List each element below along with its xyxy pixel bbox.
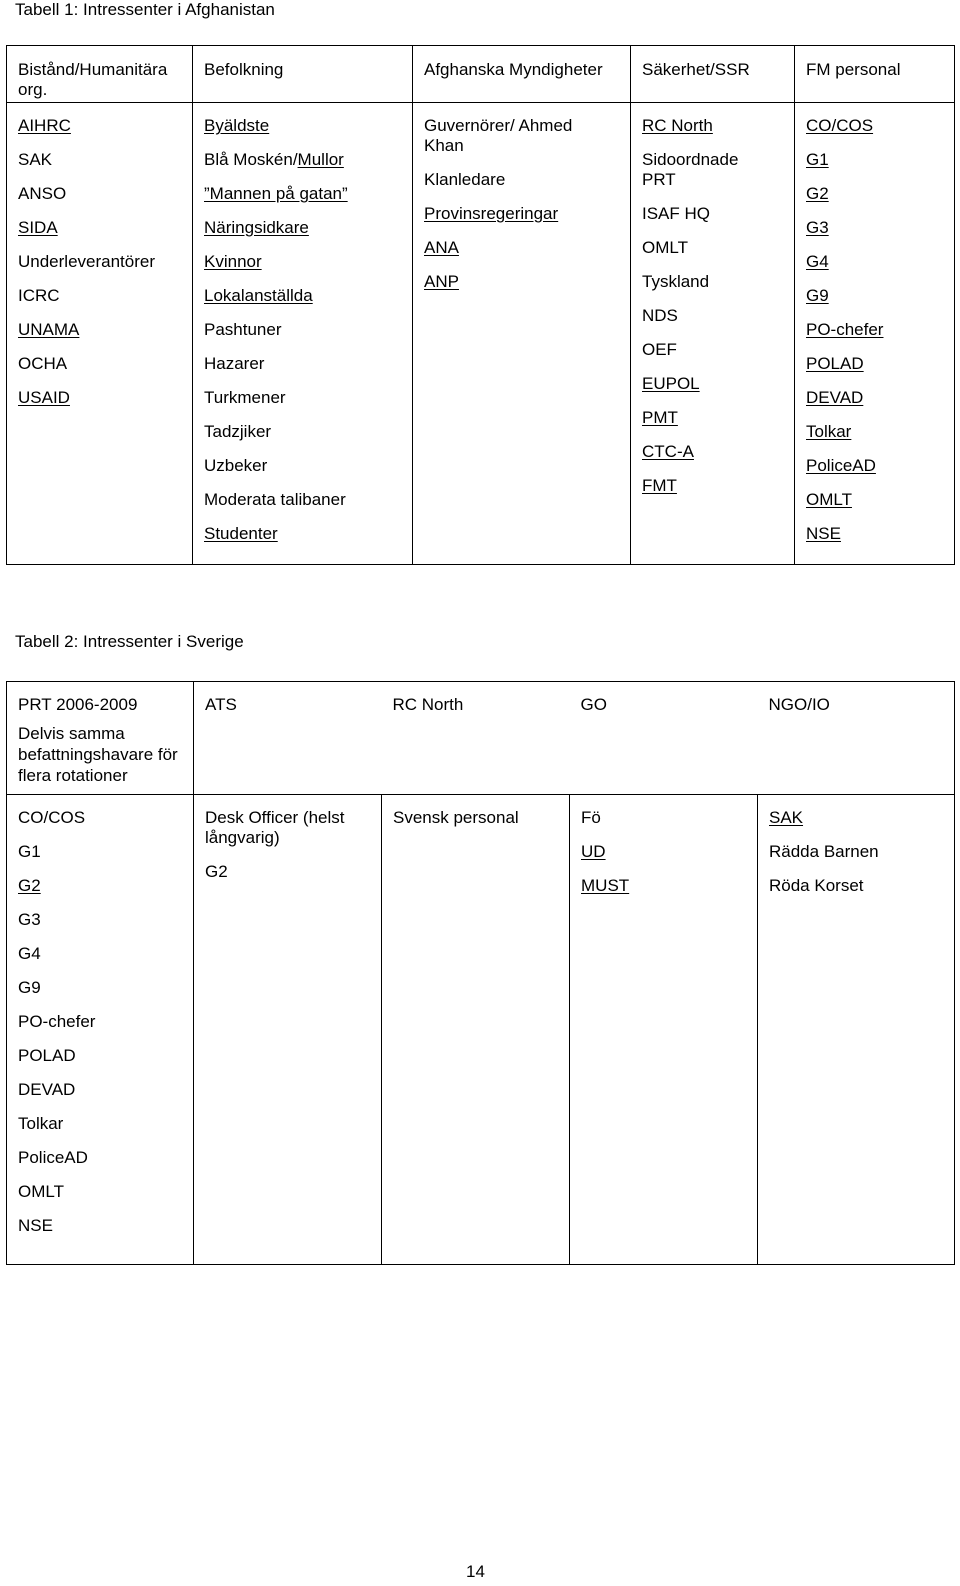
- table1-column-cell: [7, 103, 193, 565]
- table1-column-cell: [193, 103, 413, 565]
- table1-item-text: RC North: [642, 116, 713, 135]
- table1-caption: Tabell 1: Intressenter i Afghanistan: [15, 0, 275, 19]
- table1-item-text: G1: [806, 150, 829, 169]
- table1-list-item: [424, 204, 630, 224]
- table1-item-text: Lokalanställda: [204, 286, 313, 305]
- table2-caption: Tabell 2: Intressenter i Sverige: [15, 632, 244, 651]
- table1-list-item: [806, 150, 954, 170]
- table2-note-cell: [7, 716, 194, 795]
- table2-header-cell: [194, 682, 382, 795]
- table1-list-item: [642, 476, 794, 496]
- table1-list-item: [806, 116, 954, 136]
- table1-header-label: Säkerhet/SSR: [642, 60, 750, 79]
- table1-list-item: [18, 286, 192, 306]
- table2-list-item: [18, 1080, 193, 1100]
- table2-column-list: [758, 795, 954, 896]
- table1-header-label: FM personal: [806, 60, 901, 79]
- table1-item-text: G3: [806, 218, 829, 237]
- table2-item-text: OMLT: [18, 1182, 64, 1201]
- table2-item-text: SAK: [769, 808, 804, 827]
- table2-item-text: G1: [18, 842, 41, 861]
- table1-list-item: [204, 320, 412, 340]
- table2-item-text: Desk Officer (helst långvarig): [205, 808, 345, 847]
- table2-header-cell: [382, 682, 570, 795]
- table1-list-item: [806, 422, 954, 442]
- table2-list-item: [18, 910, 193, 930]
- table1-item-text: ANA: [424, 238, 459, 257]
- table1-header-cell: [193, 46, 413, 103]
- table-stakeholders-afghanistan: [6, 45, 955, 565]
- table1-item-text: Uzbeker: [204, 456, 268, 475]
- table1-list-item: [806, 252, 954, 272]
- table2-note: Delvis samma befattningshavare för flera rotationer: [18, 724, 178, 785]
- table2-item-text: DEVAD: [18, 1080, 76, 1099]
- table1-list-item: [806, 286, 954, 306]
- table1-column-cell: [413, 103, 631, 565]
- table1-list-item: [18, 116, 192, 136]
- table1-item-text: ICRC: [18, 286, 60, 305]
- table1-item-text: Pashtuner: [204, 320, 282, 339]
- table2-item-text: CO/COS: [18, 808, 86, 827]
- table1-list-item: [806, 320, 954, 340]
- table2-column-list: [570, 795, 757, 896]
- table1-item-text: NSE: [806, 524, 841, 543]
- table2-list-item: [18, 842, 193, 862]
- table2-item-text: G4: [18, 944, 41, 963]
- table2-list-item: [769, 876, 954, 896]
- table1-list-item: [424, 116, 594, 156]
- table2-header-cell: [758, 682, 955, 795]
- table2-column-list: [382, 795, 569, 828]
- table2-list-item: [18, 1046, 193, 1066]
- table2-header-label: NGO/IO: [768, 695, 830, 714]
- table1-list-item: [642, 374, 794, 394]
- table1-header-cell: [7, 46, 193, 103]
- table1-item-text: ”Mannen på gatan”: [204, 184, 348, 203]
- table1-item-text: Studenter: [204, 524, 278, 543]
- table1-item-text: ANSO: [18, 184, 67, 203]
- table1-list-item: [18, 320, 192, 340]
- table1-item-text: Sidoordnade PRT: [642, 150, 739, 189]
- table1-item-text: PO-chefer: [806, 320, 884, 339]
- table1-item-text: UNAMA: [18, 320, 80, 339]
- table1-item-text: PMT: [642, 408, 678, 427]
- table2-column-cell: [194, 795, 382, 1265]
- table1-list-item: [204, 252, 412, 272]
- table1-list-item: [642, 116, 794, 136]
- table1-list-item: [642, 150, 752, 190]
- table2-list-item: [18, 1012, 193, 1032]
- table1-item-text: PoliceAD: [806, 456, 876, 475]
- table2-list-item: [769, 842, 954, 862]
- table1-list-item: [204, 388, 412, 408]
- table1-list-item: [806, 184, 954, 204]
- table2-column-cell: [382, 795, 570, 1265]
- table1-item-text: OMLT: [806, 490, 852, 509]
- table1-item-text: Guvernörer/ Ahmed Khan: [424, 116, 573, 155]
- table1-list-item: [424, 238, 630, 258]
- table1-column-list: [193, 103, 412, 544]
- table1-item-text: Näringsidkare: [204, 218, 309, 237]
- table1-list-item: [204, 286, 412, 306]
- table1-column-cell: [795, 103, 955, 565]
- table1-list-item: [642, 340, 794, 360]
- table1-item-text: G9: [806, 286, 829, 305]
- table2-header-label: PRT 2006-2009: [18, 695, 138, 714]
- table1-list-item: [204, 184, 412, 204]
- table1-list-item: [806, 490, 954, 510]
- table1-item-text: ANP: [424, 272, 459, 291]
- table1-item-text: OMLT: [642, 238, 688, 257]
- table2-item-text: PO-chefer: [18, 1012, 96, 1031]
- table2-list-item: [18, 1216, 193, 1236]
- table2-item-text: G2: [205, 862, 228, 881]
- table1-list-item: [204, 422, 412, 442]
- table1-list-item: [204, 524, 412, 544]
- table1-item-text: Turkmener: [204, 388, 286, 407]
- table1-list-item: [18, 354, 192, 374]
- table1-header-label: Bistånd/Humanitära org.: [18, 60, 168, 99]
- table2-item-text: POLAD: [18, 1046, 76, 1065]
- table1-item-text: Provinsregeringar: [424, 204, 559, 223]
- table1-item-text: FMT: [642, 476, 677, 495]
- table2-list-item: [18, 944, 193, 964]
- table1-list-item: [204, 218, 412, 238]
- table2-header-label: GO: [580, 695, 607, 714]
- table1-header-label: Afghanska Myndigheter: [424, 60, 603, 79]
- table2-item-text: G9: [18, 978, 41, 997]
- table1-list-item: [204, 354, 412, 374]
- table1-list-item: [806, 524, 954, 544]
- table1-item-text-suffix: Mullor: [297, 150, 344, 169]
- table1-item-text: G2: [806, 184, 829, 203]
- table2-list-item: [205, 862, 381, 882]
- table2-column-cell: [758, 795, 955, 1265]
- table2-column-list: [7, 795, 193, 1236]
- table1-item-text: Moderata talibaner: [204, 490, 346, 509]
- table2-list-item: [769, 808, 954, 828]
- table2-item-text: Tolkar: [18, 1114, 64, 1133]
- table1-list-item: [642, 272, 794, 292]
- table2-item-text: MUST: [581, 876, 630, 895]
- table2-item-text: Svensk personal: [393, 808, 519, 827]
- table2-header-label: ATS: [205, 695, 237, 714]
- table2-list-item: [581, 808, 757, 828]
- table1-list-item: [18, 150, 192, 170]
- table1-item-text: ISAF HQ: [642, 204, 711, 223]
- table2-header-label: RC North: [392, 695, 464, 714]
- table1-item-text: Klanledare: [424, 170, 506, 189]
- table1-list-item: [18, 252, 192, 272]
- table2-list-item: [581, 876, 757, 896]
- table1-list-item: [806, 218, 954, 238]
- table1-item-text: Kvinnor: [204, 252, 262, 271]
- table2-item-text: Fö: [581, 808, 601, 827]
- table1-item-text: Hazarer: [204, 354, 265, 373]
- table2-header-cell: [7, 682, 194, 717]
- table1-item-text: CO/COS: [806, 116, 874, 135]
- table1-item-text: Underleverantörer: [18, 252, 156, 271]
- table2-list-item: [18, 978, 193, 998]
- table2-item-text: Röda Korset: [769, 876, 864, 895]
- table1-list-item: [424, 272, 630, 292]
- table1-list-item: [204, 490, 412, 510]
- table1-item-text: Blå Moskén/: [204, 150, 298, 169]
- table1-list-item: [204, 116, 412, 136]
- table2-item-text: G3: [18, 910, 41, 929]
- table2-header-cell: [570, 682, 758, 795]
- table-stakeholders-sweden: [6, 681, 955, 1265]
- table1-column-cell: [631, 103, 795, 565]
- table1-item-text: POLAD: [806, 354, 864, 373]
- table2-list-item: [581, 842, 757, 862]
- table1-list-item: [18, 218, 192, 238]
- table1-item-text: DEVAD: [806, 388, 864, 407]
- table1-item-text: SAK: [18, 150, 53, 169]
- table1-column-list: [795, 103, 954, 544]
- page-number: 14: [466, 1562, 485, 1581]
- table1-column-list: [413, 103, 630, 292]
- table1-header-label: Befolkning: [204, 60, 284, 79]
- table1-item-text: Byäldste: [204, 116, 270, 135]
- table2-list-item: [18, 1114, 193, 1134]
- table1-list-item: [642, 442, 794, 462]
- table2-item-text: NSE: [18, 1216, 53, 1235]
- table1-item-text: SIDA: [18, 218, 58, 237]
- table1-item-text: NDS: [642, 306, 678, 325]
- table2-list-item: [18, 1148, 193, 1168]
- table1-column-list: [631, 103, 794, 496]
- table2-list-item: [18, 808, 193, 828]
- table2-item-text: Rädda Barnen: [769, 842, 879, 861]
- table2-column-cell: [570, 795, 758, 1265]
- table2-list-item: [18, 1182, 193, 1202]
- table1-list-item: [204, 456, 412, 476]
- table1-list-item: [806, 388, 954, 408]
- table1-item-text: AIHRC: [18, 116, 71, 135]
- table1-item-text: Tyskland: [642, 272, 710, 291]
- table2-item-text: PoliceAD: [18, 1148, 88, 1167]
- table1-item-text: Tadzjiker: [204, 422, 272, 441]
- table1-header-cell: [631, 46, 795, 103]
- table1-list-item: [642, 408, 794, 428]
- table1-header-cell: [413, 46, 631, 103]
- table1-item-text: Tolkar: [806, 422, 852, 441]
- table1-list-item: [204, 150, 412, 170]
- table1-item-text: EUPOL: [642, 374, 700, 393]
- table2-item-text: G2: [18, 876, 41, 895]
- table1-list-item: [18, 184, 192, 204]
- table1-list-item: [642, 238, 794, 258]
- table1-item-text: G4: [806, 252, 829, 271]
- table1-column-list: [7, 103, 192, 408]
- table1-list-item: [424, 170, 630, 190]
- table2-list-item: [18, 876, 193, 896]
- table1-list-item: [18, 388, 192, 408]
- table1-list-item: [806, 456, 954, 476]
- table2-list-item: [205, 808, 365, 848]
- table1-header-cell: [795, 46, 955, 103]
- table1-list-item: [642, 204, 794, 224]
- table2-list-item: [393, 808, 569, 828]
- table1-list-item: [642, 306, 794, 326]
- table1-list-item: [806, 354, 954, 374]
- table2-item-text: UD: [581, 842, 606, 861]
- table1-item-text: CTC-A: [642, 442, 694, 461]
- table1-item-text: OEF: [642, 340, 677, 359]
- table2-column-list: [194, 795, 381, 882]
- table1-item-text: OCHA: [18, 354, 68, 373]
- table1-item-text: USAID: [18, 388, 70, 407]
- table2-column-cell: [7, 795, 194, 1265]
